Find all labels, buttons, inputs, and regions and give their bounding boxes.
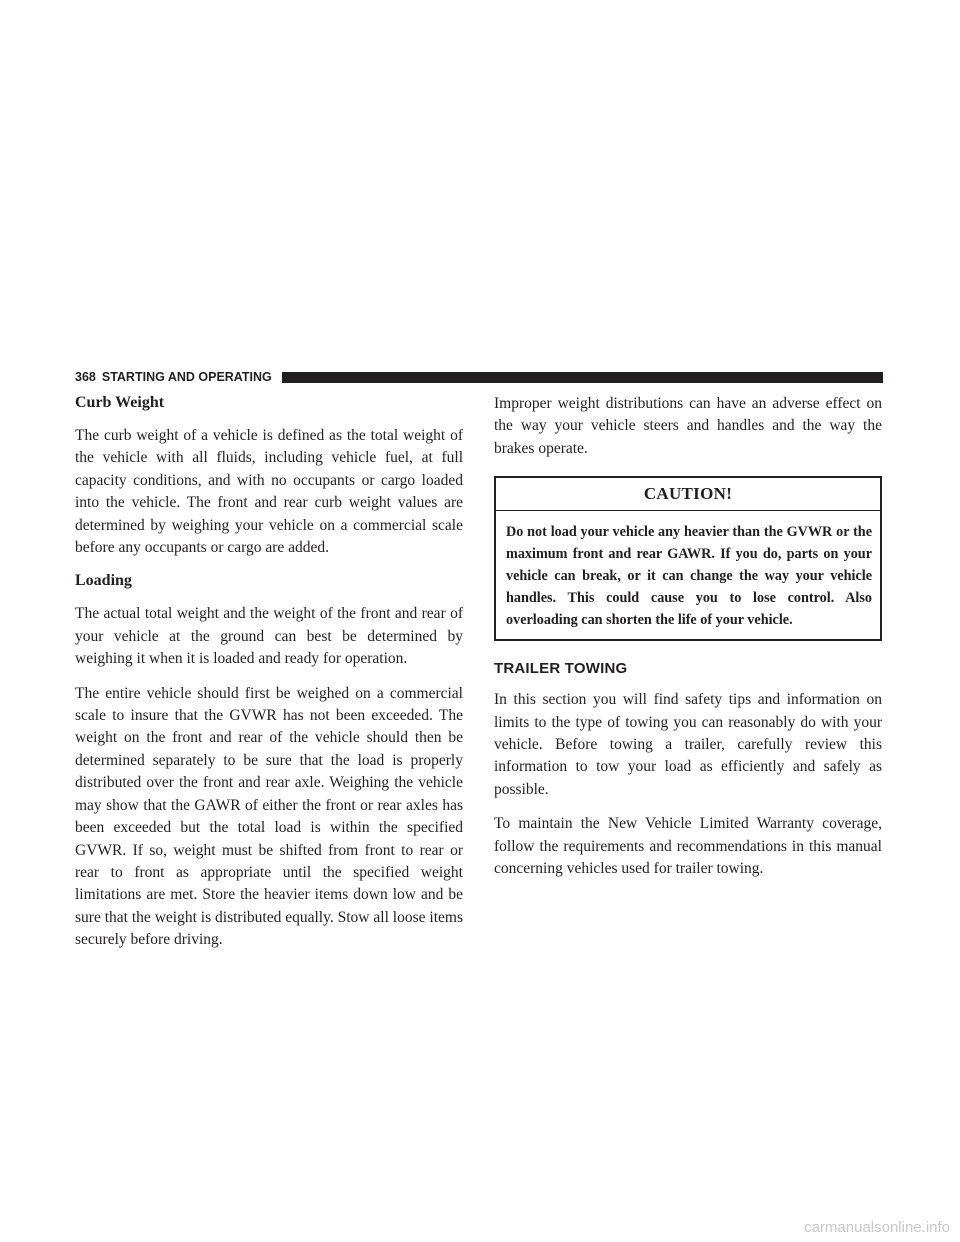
trailer-towing-paragraph-1: In this section you will find safety tips and information on limits to the type of towing you can reasonably do with your vehicle. Before towing a trailer, carefully review this information to tow your load as efficiently and safely as possible. xyxy=(494,691,882,798)
curb-weight-paragraph: The curb weight of a vehicle is defined as the total weight of the vehicle with all fluids, including vehicle fuel, at full capacity conditions, and with no occupants or cargo loaded into the vehicle. The front and rear curb weight values are determined by weighing your vehicle on a commercial scale before any occupants or cargo are added. xyxy=(75,427,463,557)
loading-paragraph-1: The actual total weight and the weight of the front and rear of your vehicle at the ground can best be determined by weighing it when it is loaded and ready for operation. xyxy=(75,605,463,668)
curb-weight-heading: Curb Weight xyxy=(75,394,165,411)
caution-text: Do not load your vehicle any heavier than the GVWR or the maximum front and rear GAWR. If you do, parts on your vehicle can break, or it can change the way your vehicle handles. This could cause you to lose control. Also overloading can shorten the life of your vehicle. xyxy=(506,524,872,629)
page-number: 368 xyxy=(75,370,96,384)
left-column xyxy=(75,393,463,964)
right-column xyxy=(494,393,882,892)
caution-title: CAUTION! xyxy=(496,478,880,511)
weight-distribution-paragraph: Improper weight distributions can have an adverse effect on the way your vehicle steers and handles and the way the brakes operate. xyxy=(494,395,882,457)
trailer-towing-paragraph-2: To maintain the New Vehicle Limited Warranty coverage, follow the requirements and recommendations in this manual concerning vehicles used for trailer towing. xyxy=(494,815,882,878)
caution-box xyxy=(494,476,882,641)
watermark: carmanualsonline.info xyxy=(804,1219,950,1236)
page-header xyxy=(75,370,883,384)
section-title: STARTING AND OPERATING xyxy=(101,370,272,384)
trailer-towing-heading: TRAILER TOWING xyxy=(494,660,628,678)
loading-paragraph-2: The entire vehicle should first be weighed on a commercial scale to insure that the GVWR has not been exceeded. The weight on the front and rear of the vehicle should then be determined separately to be sure that the load is properly distributed over the front and rear axle. Weighing the vehicle may show that the GAWR of either the front or rear axles has been exceeded but the total load is within the specified GVWR. If so, weight must be shifted from front to rear or rear to front as appropriate until the specified weight limitations are met. Store the heavier items down low and be sure that the weight is distributed equally. Stow all loose items securely before driving. xyxy=(75,684,463,949)
loading-heading: Loading xyxy=(75,572,132,590)
header-rule xyxy=(282,372,883,383)
